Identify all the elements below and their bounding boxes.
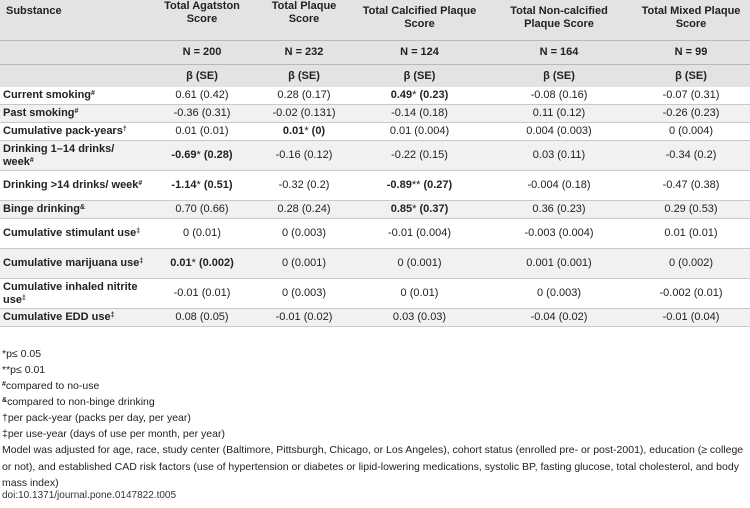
n-count: N = 124: [353, 41, 486, 65]
table-cell: 0.01 (0.01): [149, 123, 255, 141]
row-label-text: Cumulative pack-years: [3, 125, 123, 137]
table-cell: -0.01 (0.01): [149, 279, 255, 309]
footnote-mark: ‡: [21, 294, 26, 302]
stat-label: β (SE): [632, 65, 750, 88]
table-cell: -0.04 (0.02): [486, 309, 632, 327]
header-blank: [0, 65, 149, 88]
footnote-mark: #: [29, 156, 34, 164]
footnote-mark: &: [2, 397, 8, 404]
table-cell: 0.28 (0.17): [255, 87, 353, 105]
table-cell: 0.01 (0.004): [353, 123, 486, 141]
table-cell: -0.01 (0.004): [353, 219, 486, 249]
row-label: [0, 219, 149, 249]
table-cell: 0 (0.001): [353, 249, 486, 279]
table-row: [0, 171, 750, 201]
table-row: [0, 105, 750, 123]
row-label-text: Drinking 1–14 drinks/ week: [3, 142, 115, 168]
table-cell: 0 (0.01): [149, 219, 255, 249]
row-label-text: Cumulative stimulant use: [3, 227, 137, 239]
footnote-mark: #: [2, 381, 6, 388]
header-calcified: Total Calcified Plaque Score: [353, 0, 486, 41]
row-label: [0, 249, 149, 279]
table-cell: 0.03 (0.03): [353, 309, 486, 327]
footnote-p05: *p≤ 0.05: [2, 348, 42, 360]
row-label-text: Binge drinking: [3, 203, 80, 215]
table-cell: -0.01 (0.04): [632, 309, 750, 327]
table-cell: -0.004 (0.18): [486, 171, 632, 201]
footnote-mark: †: [122, 126, 127, 133]
table-cell: 0 (0.001): [255, 249, 353, 279]
table-cell: 0.004 (0.003): [486, 123, 632, 141]
stat-label: β (SE): [486, 65, 632, 88]
row-label: [0, 123, 149, 141]
row-label-text: Cumulative inhaled nitrite use: [3, 280, 138, 306]
footnote-dagger: †per pack-year (packs per day, per year): [2, 412, 191, 424]
footnote-mark: ‡: [136, 228, 141, 235]
footnote-mark: #: [74, 108, 79, 115]
row-label: [0, 141, 149, 171]
table-cell: 0.29 (0.53): [632, 201, 750, 219]
footnote-amp: [2, 394, 747, 410]
row-label-text: Cumulative marijuana use: [3, 257, 140, 269]
header-substance: Substance: [0, 0, 149, 41]
footnote-mark: #: [91, 90, 95, 97]
table-cell: -0.69* (0.28): [149, 141, 255, 171]
stat-label: β (SE): [255, 65, 353, 88]
footnote-mark: ‡: [110, 312, 115, 319]
n-count: N = 99: [632, 41, 750, 65]
table-cell: -0.08 (0.16): [486, 87, 632, 105]
n-count: N = 200: [149, 41, 255, 65]
doi-label: doi:10.1371/journal.pone.0147822.t005: [2, 490, 177, 501]
header-plaque: Total Plaque Score: [255, 0, 353, 41]
table-cell: 0.01 (0.01): [632, 219, 750, 249]
row-label: [0, 105, 149, 123]
table-cell: -0.14 (0.18): [353, 105, 486, 123]
footnote-mark: &: [80, 204, 86, 211]
table-cell: -0.22 (0.15): [353, 141, 486, 171]
row-label-text: Past smoking: [3, 107, 75, 119]
stat-label: β (SE): [353, 65, 486, 88]
table-row: [0, 309, 750, 327]
header-agatston: Total Agatston Score: [149, 0, 255, 41]
table-cell: 0 (0.003): [255, 279, 353, 309]
table-cell: 0 (0.003): [255, 219, 353, 249]
table-cell: 0.49* (0.23): [353, 87, 486, 105]
table-cell: 0.85* (0.37): [353, 201, 486, 219]
table-cell: -0.01 (0.02): [255, 309, 353, 327]
row-label: [0, 279, 149, 309]
row-label: [0, 309, 149, 327]
table-cell: -0.89** (0.27): [353, 171, 486, 201]
table-cell: -0.16 (0.12): [255, 141, 353, 171]
footnote-mark: #: [138, 180, 143, 187]
table-header: [0, 0, 750, 87]
table-cell: 0 (0.003): [486, 279, 632, 309]
header-noncalcified: Total Non-calcified Plaque Score: [486, 0, 632, 41]
table-row: [0, 219, 750, 249]
footnotes: [2, 346, 747, 492]
table-cell: 0.11 (0.12): [486, 105, 632, 123]
table-cell: 0.36 (0.23): [486, 201, 632, 219]
table-row: [0, 249, 750, 279]
table-cell: -0.47 (0.38): [632, 171, 750, 201]
footnote-model: Model was adjusted for age, race, study center (Baltimore, Pittsburgh, Chicago, or Los Angeles), cohort status (enrolled pre- or post-2001), education (≥ college or not), and established CAD risk factors (use of hypertension or diabetes or lipid-lowering medications, systolic BP, fasting glucose, total cholesterol, and body mass index): [2, 444, 744, 489]
header-blank: [0, 41, 149, 65]
table-cell: 0 (0.002): [632, 249, 750, 279]
row-label-text: Cumulative EDD use: [3, 311, 111, 323]
table-cell: -0.32 (0.2): [255, 171, 353, 201]
table-cell: 0.70 (0.66): [149, 201, 255, 219]
n-count: N = 232: [255, 41, 353, 65]
stat-label: β (SE): [149, 65, 255, 88]
footnote-p01: **p≤ 0.01: [2, 364, 46, 376]
table-cell: -0.002 (0.01): [632, 279, 750, 309]
table-cell: 0.08 (0.05): [149, 309, 255, 327]
table-cell: 0.61 (0.42): [149, 87, 255, 105]
table-cell: 0.03 (0.11): [486, 141, 632, 171]
table-row: [0, 141, 750, 171]
table-cell: 0.01* (0): [255, 123, 353, 141]
footnote-mark: ‡: [139, 258, 144, 265]
table-cell: -0.07 (0.31): [632, 87, 750, 105]
row-label: [0, 87, 149, 105]
table-body: [0, 87, 750, 327]
row-label-text: Drinking >14 drinks/ week: [3, 179, 139, 191]
table-row: [0, 201, 750, 219]
table-cell: 0 (0.01): [353, 279, 486, 309]
table-cell: 0.28 (0.24): [255, 201, 353, 219]
table-cell: 0.01* (0.002): [149, 249, 255, 279]
n-count: N = 164: [486, 41, 632, 65]
table-cell: -0.02 (0.131): [255, 105, 353, 123]
header-mixed: Total Mixed Plaque Score: [632, 0, 750, 41]
table-cell: -1.14* (0.51): [149, 171, 255, 201]
row-label: [0, 201, 149, 219]
table-cell: 0.001 (0.001): [486, 249, 632, 279]
footnote-ddagger: ‡per use-year (days of use per month, per year): [2, 428, 225, 440]
table-cell: -0.34 (0.2): [632, 141, 750, 171]
table-row: [0, 123, 750, 141]
footnote-text: compared to no-use: [5, 380, 100, 392]
table-row: [0, 279, 750, 309]
table-row: [0, 87, 750, 105]
table-cell: -0.26 (0.23): [632, 105, 750, 123]
row-label: [0, 171, 149, 201]
footnote-hash: [2, 378, 747, 394]
table-cell: -0.36 (0.31): [149, 105, 255, 123]
table-cell: -0.003 (0.004): [486, 219, 632, 249]
footnote-text: compared to non-binge drinking: [7, 396, 155, 408]
row-label-text: Current smoking: [3, 89, 92, 101]
table-cell: 0 (0.004): [632, 123, 750, 141]
